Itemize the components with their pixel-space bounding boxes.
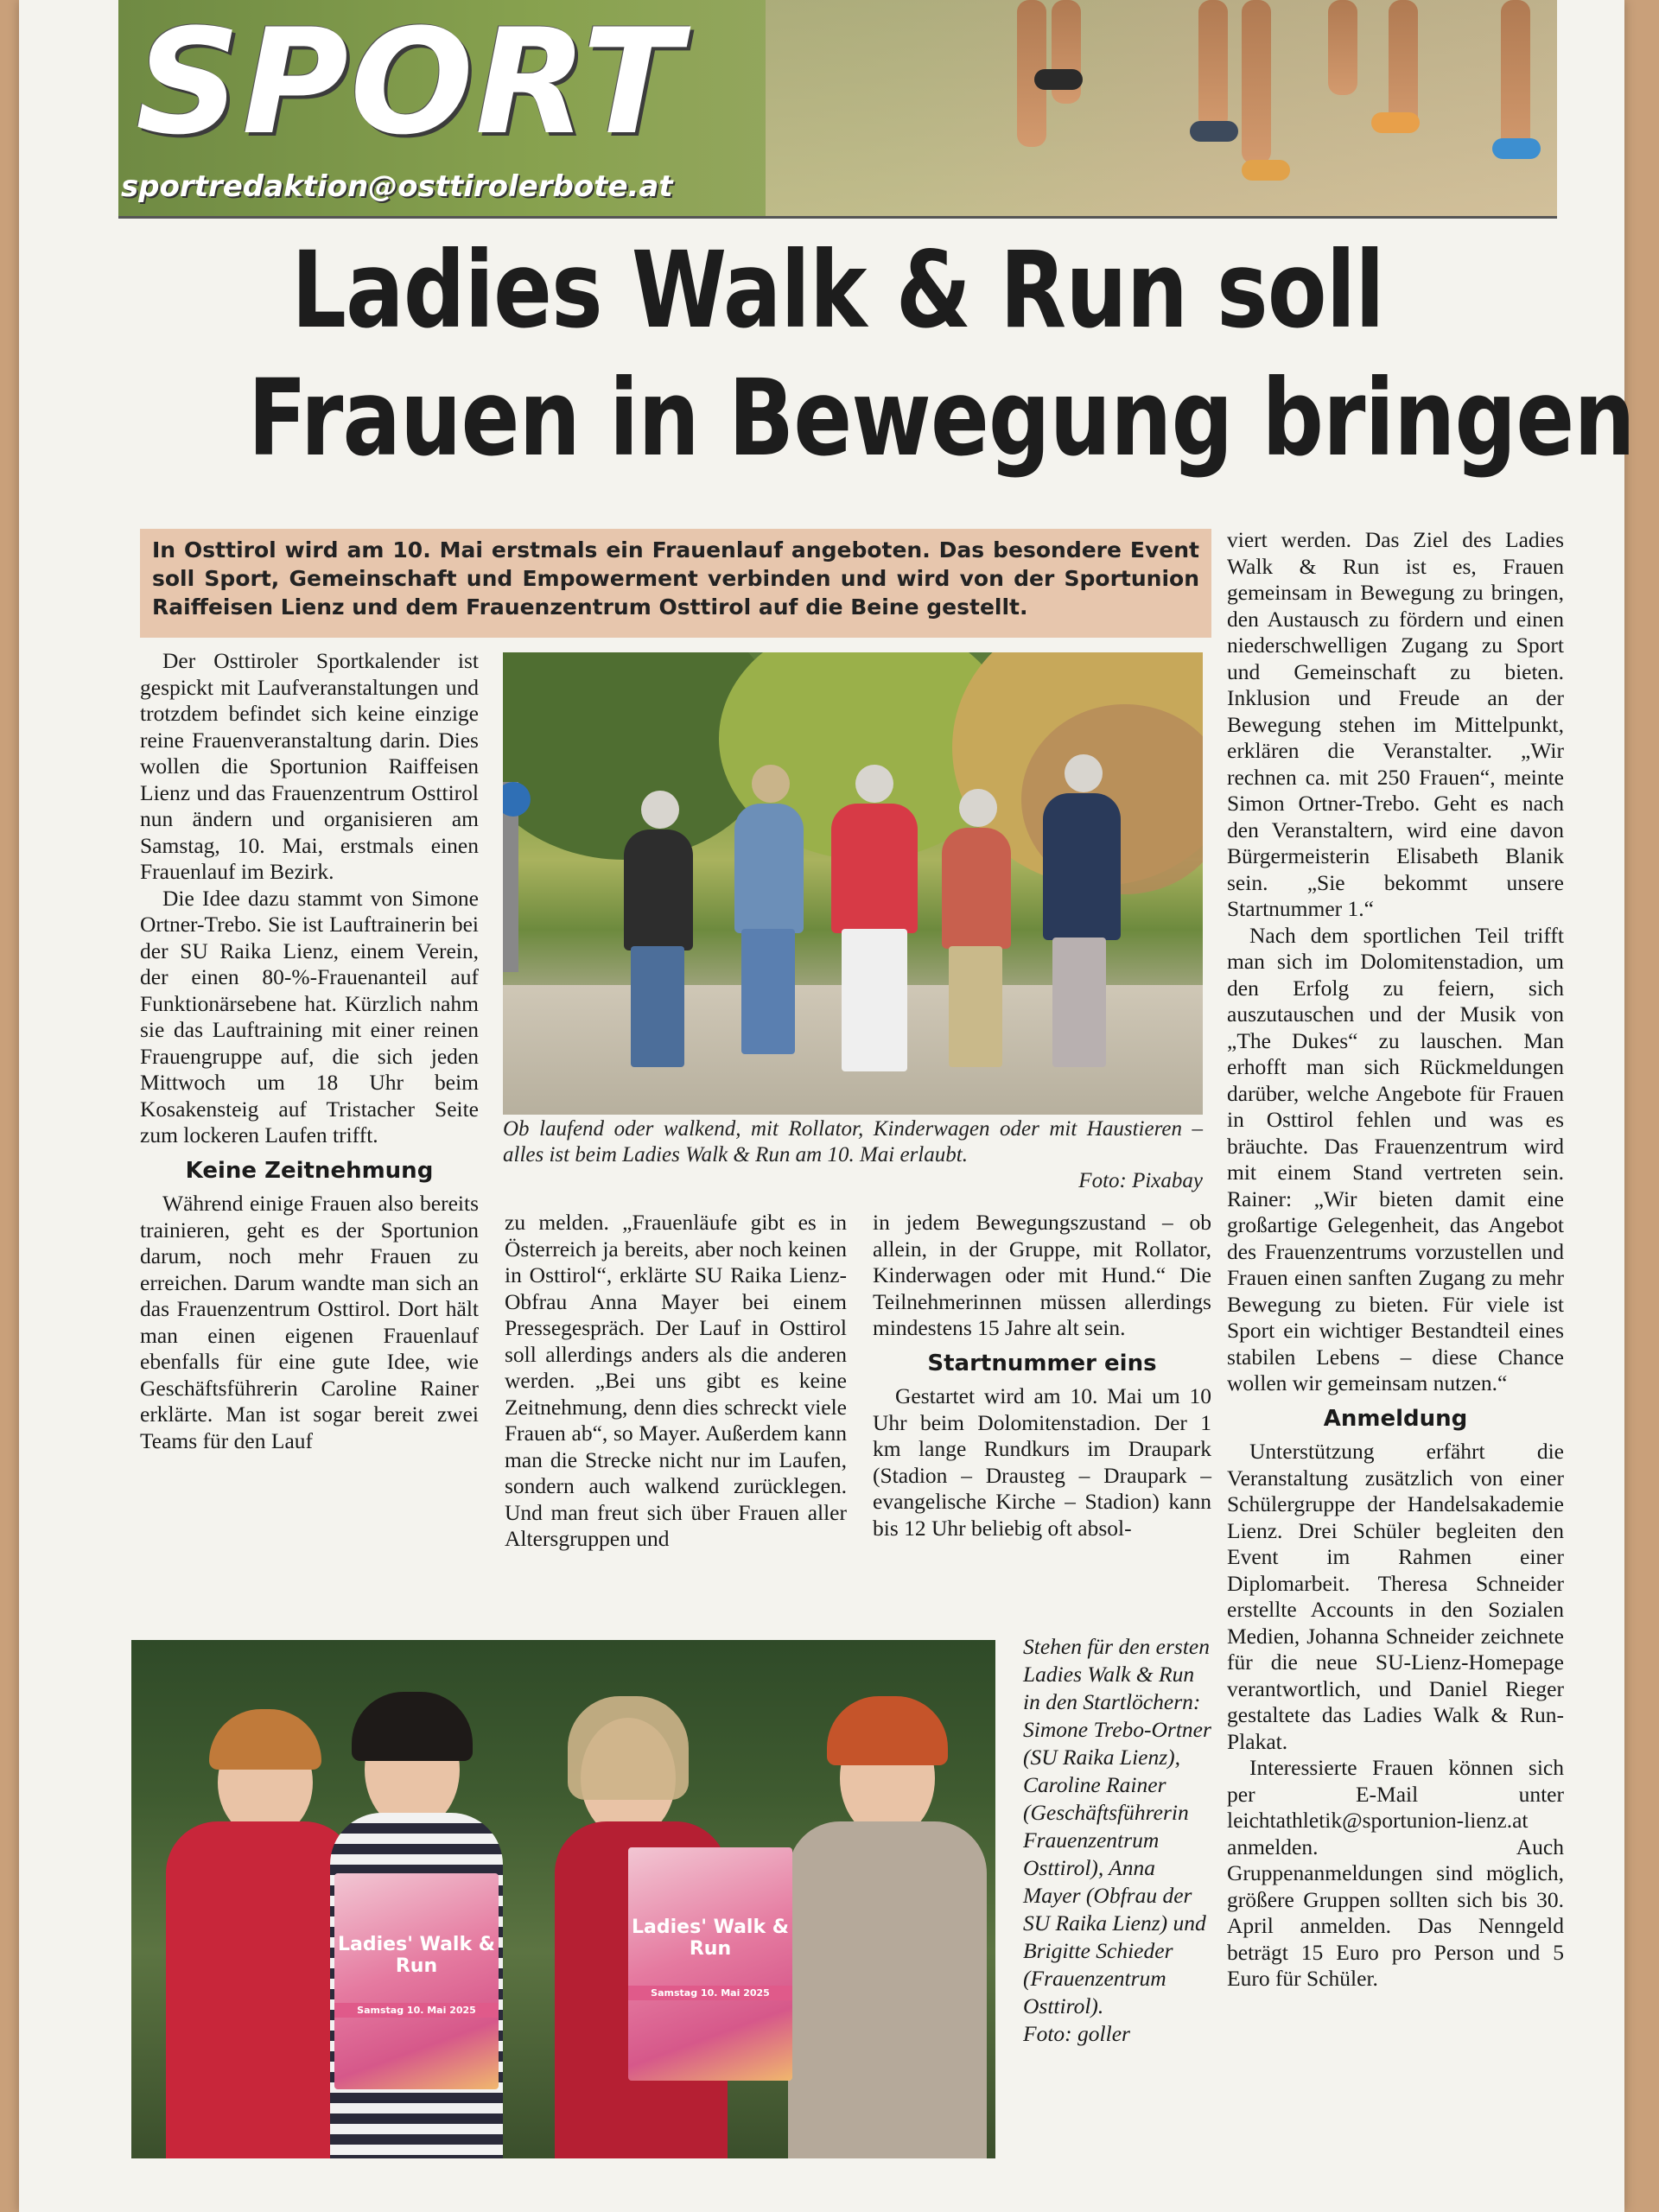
headline <box>247 226 1635 482</box>
section-email[interactable]: sportredaktion@osttirolerbote.at <box>121 169 673 204</box>
subheading-keine-zeitnehmung: Keine Zeitnehmung <box>185 1157 434 1184</box>
photo2-credit: Foto: goller <box>1023 2021 1130 2046</box>
article-column-2 <box>505 1210 847 1553</box>
subheading-anmeldung: Anmeldung <box>1323 1405 1468 1432</box>
photo1-credit: Foto: Pixabay <box>1078 1169 1203 1192</box>
col3-paragraph-2: Gestartet wird am 10. Mai um 10 Uhr beim Dolomitenstadion. Der 1 km lange Rundkurs im Draupark (Stadion – Drausteg – Draupark – evangelische Kirche – Stadion) kann bis 12 Uhr beliebig oft absol- <box>873 1383 1211 1541</box>
lead-paragraph: In Osttirol wird am 10. Mai erstmals ein Frauenlauf angeboten. Das besondere Event soll Sport, Gemeinschaft und Empowerment verbinden und wird von der Sportunion Raiffeisen Lienz und dem Frauenzentrum Osttirol auf die Beine gestellt. <box>140 529 1211 638</box>
subheading-startnummer-eins: Startnummer eins <box>927 1350 1157 1376</box>
section-title: SPORT <box>136 0 683 167</box>
poster-title-left: Ladies' Walk & Run <box>338 1934 495 1977</box>
col4-paragraph-3: Unterstützung erfährt die Veranstaltung zusätzlich von einer Schülergruppe der Handelsakademie Lienz. Drei Schüler begleiten den Event im Rahmen einer Diplomarbeit. Theresa Schneider erstellte Accounts in den Sozialen Medien, Johanna Schneider zeichnete für die neue SU-Lienz-Homepage verantwortlich, und Daniel Rieger gestaltete das Ladies Walk & Run-Plakat. <box>1227 1439 1564 1754</box>
col4-paragraph-4: Interessierte Frauen können sich per E-Mail unter leichtathletik@sportunion-lienz.at anmelden. Auch Gruppenanmeldungen sind möglich, größere Gruppen sollten sich bis 30. April anmelden. Das Nenngeld beträgt 15 Euro pro Person und 5 Euro für Schüler. <box>1227 1755 1564 1991</box>
walkers-photo-caption <box>503 1116 1203 1194</box>
photo1-caption-text: Ob laufend oder walkend, mit Rollator, Kinderwagen oder mit Haustieren – alles ist beim Ladies Walk & Run am 10. Mai erlaubt. <box>503 1117 1203 1166</box>
walkers-photo <box>503 652 1203 1115</box>
col2-paragraph-1: zu melden. „Frauenläufe gibt es in Österreich ja bereits, aber noch keinen in Osttirol“, erklärte SU Raika Lienz-Obfrau Anna Mayer bei einem Pressegespräch. Der Lauf in Osttirol soll allerdings anders als die anderen werden. „Bei uns gibt es keine Zeitnehmung, denn dies schreckt viele Frauen ab“, so Mayer. Außerdem kann man die Strecke nicht nur im Laufen, sondern auch walkend zurücklegen. Und man freut sich über Frauen aller Altersgruppen und <box>505 1210 847 1551</box>
article-column-4 <box>1227 527 1564 1993</box>
newspaper-page <box>19 0 1635 2212</box>
poster-date-right: Samstag 10. Mai 2025 <box>628 1986 792 2000</box>
event-poster-left <box>334 1873 499 2089</box>
article-column-1 <box>140 648 479 1454</box>
headline-line-2: Frauen in Bewegung bringen <box>247 357 1635 480</box>
headline-line-1: Ladies Walk & Run soll <box>291 229 1384 352</box>
organizers-photo <box>131 1640 995 2158</box>
col1-paragraph-3: Während einige Frauen also bereits trainieren, geht es der Sportunion darum, noch mehr Frauen zu erreichen. Darum wandte man sich an das Frauenzentrum Osttirol. Dort hält man einen eigenen Frauenlauf ebenfalls für eine gute Idee, wie Geschäftsführerin Caroline Rainer erklärte. Man ist sogar bereit zwei Teams für den Lauf <box>140 1191 479 1453</box>
event-poster-right <box>628 1847 792 2081</box>
poster-date-left: Samstag 10. Mai 2025 <box>334 2003 499 2018</box>
poster-title-right: Ladies' Walk & Run <box>632 1916 789 1960</box>
col4-paragraph-2: Nach dem sportlichen Teil trifft man sich im Dolomitenstadion, um den Erfolg zu feiern, sich auszutauschen und der Musik von „The Dukes“ zu lauschen. Man erhofft man sich Rückmeldungen darüber, welche Angebote für Frauen in Osttirol fehlen und was es bräuchte. Das Frauenzentrum wird mit einem Stand vertreten sein. Rainer: „Wir bieten damit eine großartige Gelegenheit, das Angebot des Frauenzentrums vorzustellen und Frauen einen sanften Zugang zu mehr Bewegung zu bieten. Für viele ist Sport ein wichtiger Bestandteil eines stabilen Lebens – diese Chance wollen wir gemeinsam nutzen.“ <box>1227 922 1564 1395</box>
col1-paragraph-1: Der Osttiroler Sportkalender ist gespickt mit Laufveranstaltungen und trotzdem befindet sich keine einzige reine Frauenveranstaltung darin. Dies wollen die Sportunion Raiffeisen Lienz und das Frauenzentrum Osttirol nun ändern und organisieren am Samstag, 10. Mai, erstmals einen Frauenlauf im Bezirk. <box>140 648 479 884</box>
photo2-caption-text: Stehen für den ersten Ladies Walk & Run in den Startlöchern: Simone Trebo-Ortner (SU Raika Lienz), Caroline Rainer (Geschäftsführerin Frauenzentrum Osttirol), Anna Mayer (Obfrau der SU Raika Lienz) und Brigitte Schieder (Frauenzentrum Osttirol). <box>1023 1634 1211 2018</box>
col1-paragraph-2: Die Idee dazu stammt von Simone Ortner-Trebo. Sie ist Lauftrainerin bei der SU Raika Lienz, einem Verein, der einen 80-%-Frauenanteil auf Funktionärsebene hat. Kürzlich nahm sie das Lauftraining mit einer reinen Frauengruppe auf, die sich jeden Mittwoch um 18 Uhr beim Kosakensteig auf Tristacher Seite zum lockeren Laufen trifft. <box>140 885 479 1147</box>
article-column-3 <box>873 1210 1211 1541</box>
col3-paragraph-1: in jedem Bewegungszustand – ob allein, in der Gruppe, mit Rollator, Kinderwagen oder mit Hund.“ Die Teilnehmerinnen müssen allerdings mindestens 15 Jahre alt sein. <box>873 1210 1211 1340</box>
col4-paragraph-1: viert werden. Das Ziel des Ladies Walk & Run ist es, Frauen gemeinsam in Bewegung zu bringen, den Austausch zu fördern und einen niederschwelligen Zugang zu Sport und Gemeinschaft zu bieten. Inklusion und Freude an der Bewegung stehen im Mittelpunkt, erklären die Veranstalter. „Wir rechnen ca. mit 250 Frauen“, meinte Simon Ortner-Trebo. Geht es nach den Veranstaltern, wird eine davon Bürgermeisterin Elisabeth Blanik sein. „Sie bekommt unsere Startnummer 1.“ <box>1227 527 1564 921</box>
organizers-photo-caption <box>1023 1633 1213 2048</box>
